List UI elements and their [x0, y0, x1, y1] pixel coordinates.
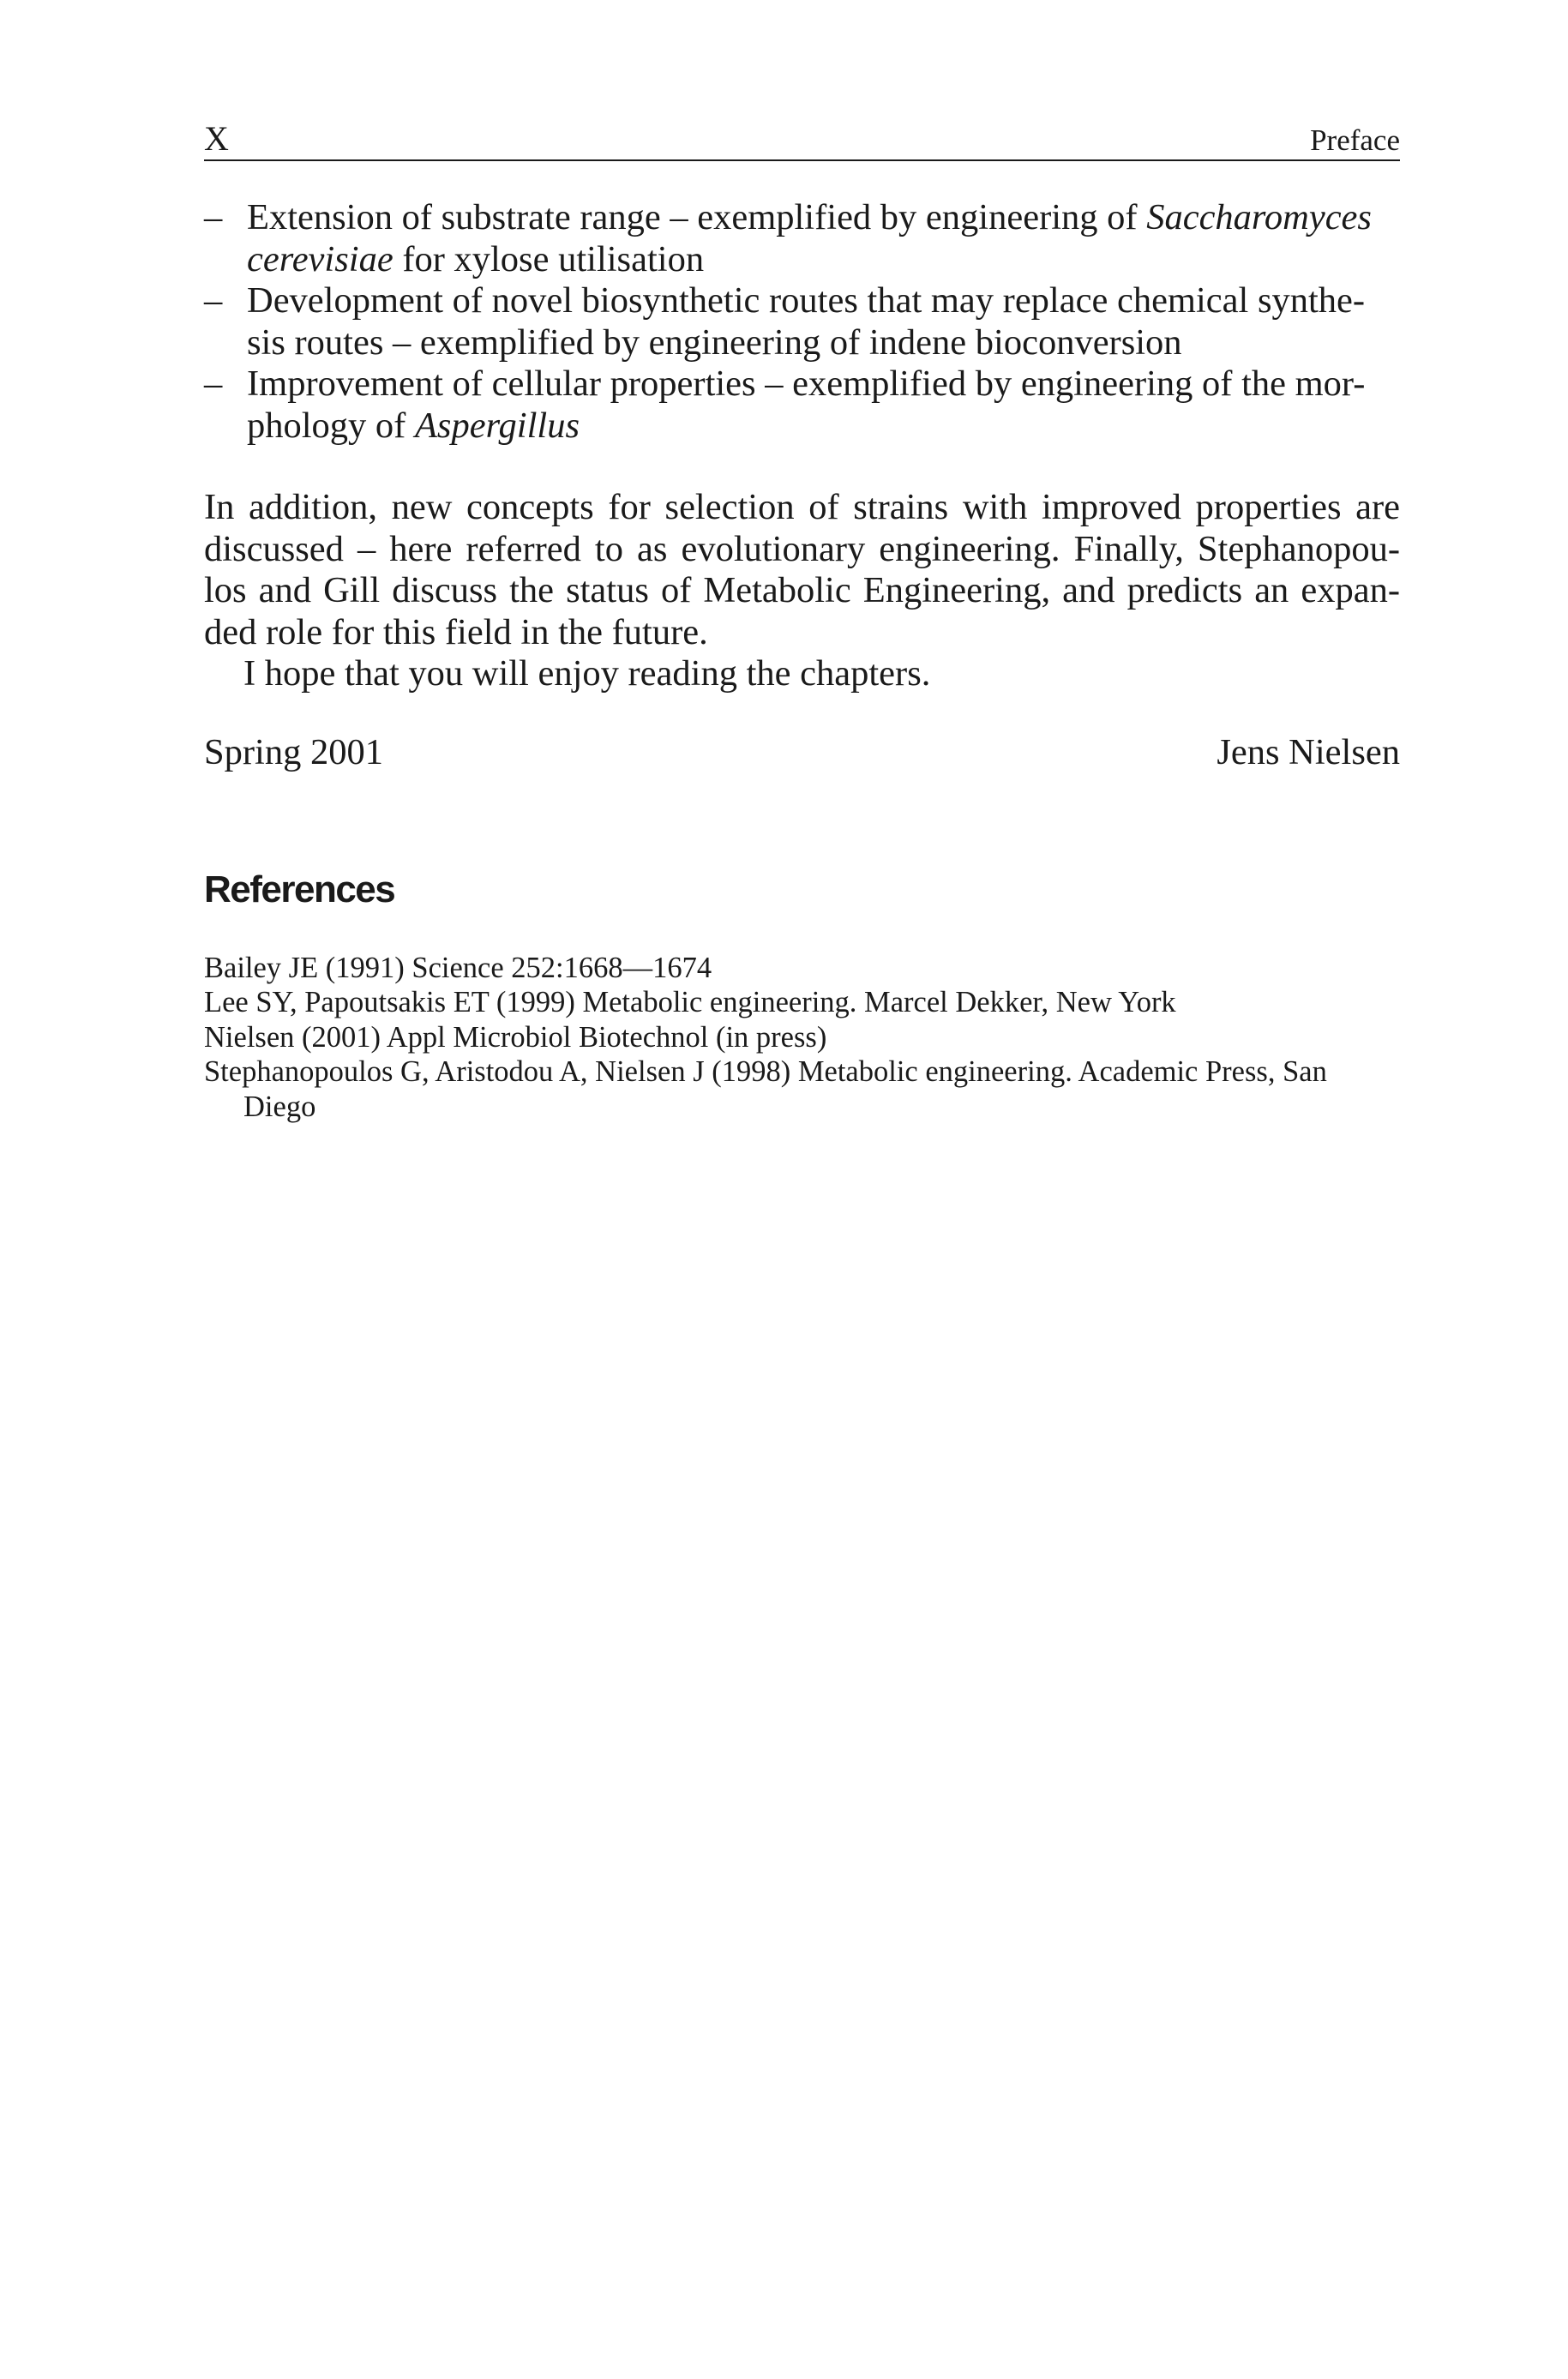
signoff-author: Jens Nielsen [1217, 731, 1400, 772]
bullet-list [204, 197, 1400, 447]
bullet-italic-text: Aspergillus [414, 405, 580, 446]
bullet-text-tail: for xylose utilisation [393, 238, 705, 279]
bullet-item [204, 363, 1400, 447]
bullet-italic-text: Saccharomyces cerevisiae [247, 197, 1372, 279]
running-head [204, 118, 1400, 161]
paragraph: In addition, new concepts for selection of strains with improved properties are discussed – here referred to as evolutionary engineering. Finally, Stephanopou-los and Gill discuss the status of Metabolic Engineering, and predicts an expan-ded role for this field in the future. [204, 487, 1400, 652]
bullet-item [204, 280, 1400, 363]
bullet-text: Extension of substrate range – exemplified by engineering of [247, 197, 1147, 237]
paragraph: I hope that you will enjoy reading the chapters. [243, 653, 931, 694]
bullet-text: Development of novel biosynthetic routes that may replace chemical synthe-sis routes – exemplified by engineering of indene bioconversion [247, 280, 1366, 363]
bullet-text: Improvement of cellular properties – exemplified by engineering of the mor-phology of [247, 363, 1366, 446]
reference-item: Lee SY, Papoutsakis ET (1999) Metabolic engineering. Marcel Dekker, New York [204, 986, 1176, 1018]
bullet-dash: – [204, 280, 223, 321]
reference-item: Bailey JE (1991) Science 252:1668—1674 [204, 951, 712, 984]
book-page [204, 118, 1400, 1124]
bullet-item [204, 197, 1400, 280]
bullet-dash: – [204, 197, 223, 237]
reference-list [204, 951, 1400, 1125]
reference-item: Stephanopoulos G, Aristodou A, Nielsen J (1998) Metabolic engineering. Academic Press, San Diego [204, 1055, 1327, 1123]
signoff [204, 731, 1400, 774]
page-number: X [204, 119, 229, 158]
chapter-title: Preface [1310, 123, 1400, 157]
references-heading: References [204, 868, 395, 910]
signoff-date: Spring 2001 [204, 731, 383, 772]
body-text [204, 487, 1400, 695]
bullet-dash: – [204, 363, 223, 404]
reference-item: Nielsen (2001) Appl Microbiol Biotechnol (in press) [204, 1020, 827, 1054]
